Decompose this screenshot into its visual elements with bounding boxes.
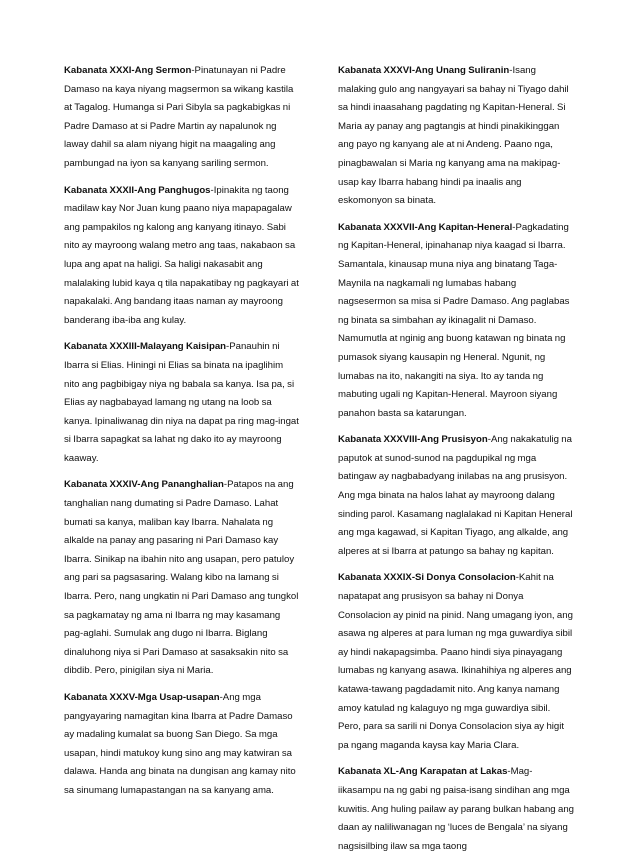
- chapter-31: [64, 62, 300, 174]
- chapter-heading: Kabanata XL-Ang Karapatan at Lakas: [338, 766, 508, 778]
- chapter-body: -Kahit na napatapat ang prusisyon sa bahay ni Donya Consolacion ay pinid na pinid. Nang umagang iyon, ang asawa ng alperes at para luman ng mga guwardiya sibil ay hindi nakapagsimba. Paano hindi siya pinayagang lumabas ng kanyang asawa. Ikinahihiya ng alperes ang katawa-tawang pagdadamit nito. Ang kanya namang amoy katulad ng kalaguyo ng mga guwardiya sibil. Pero, para sa sarili ni Donya Consolacion siya ay higit pa ngang maganda kaysa kay Maria Clara.: [338, 572, 573, 751]
- right-column: [338, 62, 574, 864]
- chapter-heading: Kabanata XXXVII-Ang Kapitan-Heneral: [338, 221, 513, 233]
- chapter-heading: Kabanata XXXVIII-Ang Prusisyon: [338, 434, 488, 446]
- chapter-38: [338, 431, 574, 561]
- chapter-body: -Panauhin ni Ibarra si Elias. Hiningi ni Elias sa binata na ipaglihim nito ang pagbibigay niya ng babala sa kanya. Isa pa, si Elias ay nagbabayad lamang ng utang na loob sa kanya. Ipinaliwanag din niya na dapat pa ring mag-ingat si Ibarra sapagkat sa lahat ng dako ito ay mayroong kaaway.: [64, 341, 299, 464]
- chapter-35: [64, 689, 300, 801]
- chapter-body: -Ang mga pangyayaring namagitan kina Ibarra at Padre Damaso ay madaling kumalat sa buong San Diego. Sa mga usapan, hindi matukoy kung sino ang may katwiran sa dalawa. Handa ang binata na dungisan ang kamay nito sa sinumang lumapastangan na sa kanyang ama.: [64, 692, 296, 796]
- chapter-heading: Kabanata XXXIV-Ang Pananghalian: [64, 479, 224, 491]
- chapter-body: -Mag-iikasampu na ng gabi ng paisa-isang sindihan ang mga kuwitis. Ang huling pailaw ay parang bulkan habang ang daan ay naliliwanagan ng ‘luces de Bengala’ na siyang nagsisilbing ilaw sa mga taong: [338, 766, 575, 852]
- chapter-body: -Ipinakita ng taong madilaw kay Nor Juan kung paano niya mapapagalaw ang pampakilos ng kalong ang kanyang itinayo. Sabi nito ay mayroong walang metro ang taas, nakabaon sa lupa ang apat na haligi. Sa haligi nakasabit ang malalaking lubid kaya q tila napakatibay ng pagkayari at napakalaki. Ang bandang itaas naman ay mayroong banderang iba-iba ang kulay.: [64, 184, 299, 326]
- chapter-32: [64, 182, 300, 331]
- chapter-34: [64, 476, 300, 681]
- chapter-heading: Kabanata XXXIII-Malayang Kaisipan: [64, 341, 227, 353]
- chapter-40: [338, 763, 574, 856]
- chapter-body: -Patapos na ang tanghalian nang dumating si Padre Damaso. Lahat bumati sa kanya, maliban kay Ibarra. Nahalata ng alkalde na panay ang pasaring ni Pari Damaso kay Ibarra. Sinikap na ibahin nito ang usapan, pero patuloy ang pari sa pagsasaring. Walang kibo na lamang si Ibarra. Pero, nang ungkatin ni Pari Damaso ang tungkol sa pagkamatay ng ama ni Ibarra ng may kasamang pag-aglahi. Sumulak ang dugo ni Ibarra. Biglang dinaluhong niya si Pari Damaso at sasaksakin nito sa dibdib. Pero, pinigilan siya ni Maria.: [64, 479, 299, 677]
- chapter-36: [338, 62, 574, 211]
- chapter-39: [338, 569, 574, 755]
- chapter-body: -Isang malaking gulo ang nangyayari sa bahay ni Tiyago dahil sa hindi inaasahang pagdating ng Kapitan-Heneral. Si Maria ay panay ang pagtangis at hindi pinakikinggan ang payo ng kanyang ale at ni Andeng. Paano nga, pinagbawalan si Maria ng kanyang ama na makipag-usap kay Ibarra habang hindi pa inaalis ang eskomonyon sa binata.: [338, 65, 569, 207]
- chapter-33: [64, 338, 300, 468]
- chapter-heading: Kabanata XXXVI-Ang Unang Suliranin: [338, 65, 510, 76]
- chapter-body: -Pagkadating ng Kapitan-Heneral, ipinahanap niya kaagad si Ibarra. Samantala, kinausap muna niya ang binatang Taga-Maynila na nagkamali ng lumabas habang nagsesermon sa misa si Padre Damaso. Ang paglabas ng binata sa simbahan ay ikinagalit ni Damaso. Namumutla at nginig ang buong katawan ng binata ng pumasok siyang kausapin ng Heneral. Ngunit, ng lumabas na ito, nakangiti na siya. Ito ay tanda ng mabuting ugali ng Kapitan-Heneral. Mayroon siyang panahon basta sa katarungan.: [338, 221, 570, 419]
- chapter-body: -Ang nakakatulig na paputok at sunod-sunod na pagdupikal ng mga batingaw ay nagbabadyang inilabas na ang prusisyon. Ang mga binata na halos lahat ay mayroong dalang sinding parol. Kasamang naglalakad ni Kapitan Heneral ang mga kagawad, si Kapitan Tiyago, ang alkalde, ang alperes at si Ibarra at patungo sa bahay ng kapitan.: [338, 434, 573, 557]
- chapter-37: [338, 219, 574, 424]
- chapter-heading: Kabanata XXXIX-Si Donya Consolacion: [338, 572, 516, 584]
- chapter-heading: Kabanata XXXV-Mga Usap-usapan: [64, 692, 220, 703]
- chapter-body: -Pinatunayan ni Padre Damaso na kaya niyang magsermon sa wikang kastila at Tagalog. Humanga si Pari Sibyla sa pagkabigkas ni Padre Damaso at si Padre Martin ay napalunok ng laway dahil sa alam niyang higit na maagaling ang pambungad na iyon sa kanyang sariling sermon.: [64, 65, 294, 169]
- chapter-heading: Kabanata XXXII-Ang Panghugos: [64, 184, 211, 196]
- left-column: [64, 62, 300, 809]
- chapter-heading: Kabanata XXXI-Ang Sermon: [64, 65, 192, 76]
